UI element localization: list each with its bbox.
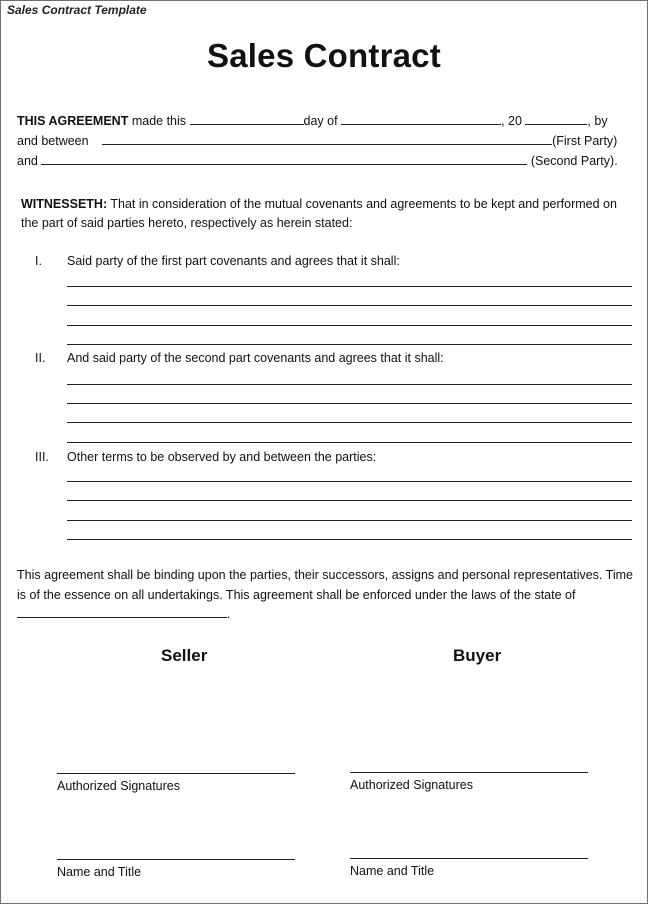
witnesseth-text: That in consideration of the mutual covenants and agreements to be kept and performed on the part of said parties hereto, respectively as herein stated: bbox=[21, 197, 617, 230]
section-1-line-1[interactable] bbox=[67, 286, 632, 287]
month-blank[interactable] bbox=[341, 113, 501, 125]
agreement-line-2 bbox=[17, 133, 629, 148]
section-2-text: And said party of the second part covenants and agrees that it shall: bbox=[67, 351, 444, 365]
made-this-text: made this bbox=[131, 114, 187, 128]
day-of-text: day of bbox=[303, 114, 338, 128]
seller-heading: Seller bbox=[161, 646, 208, 665]
page-title: Sales Contract bbox=[207, 37, 441, 74]
second-party-label: (Second Party). bbox=[530, 154, 618, 168]
and-text: and bbox=[17, 154, 38, 168]
buyer-authorized-label: Authorized Signatures bbox=[350, 778, 473, 792]
section-3-numeral: III. bbox=[35, 450, 49, 464]
section-3-line-2[interactable] bbox=[67, 500, 632, 501]
section-3-text: Other terms to be observed by and between the parties: bbox=[67, 450, 377, 464]
year-prefix-text: , 20 bbox=[501, 114, 522, 128]
seller-signature-line[interactable] bbox=[57, 773, 295, 774]
section-2-numeral: II. bbox=[35, 351, 46, 365]
template-label: Sales Contract Template bbox=[7, 3, 147, 17]
buyer-name-title-label: Name and Title bbox=[350, 864, 435, 878]
section-1-numeral: I. bbox=[35, 254, 42, 268]
section-2-line-4[interactable] bbox=[67, 442, 632, 443]
section-3-line-4[interactable] bbox=[67, 539, 632, 540]
seller-name-title-label: Name and Title bbox=[57, 865, 142, 879]
state-end: . bbox=[227, 607, 231, 621]
and-between-text: and between bbox=[17, 134, 89, 148]
section-1-text: Said party of the first part covenants and agrees that it shall: bbox=[67, 254, 400, 268]
date-day-blank[interactable] bbox=[190, 113, 304, 125]
year-blank[interactable] bbox=[525, 113, 587, 125]
agreement-line-3 bbox=[17, 153, 629, 168]
first-party-label: (First Party) bbox=[552, 134, 618, 148]
witnesseth-lead: WITNESSETH: bbox=[21, 197, 108, 211]
witnesseth-paragraph bbox=[21, 195, 619, 233]
seller-authorized-label: Authorized Signatures bbox=[57, 779, 180, 793]
buyer-heading: Buyer bbox=[453, 646, 502, 665]
agreement-lead: THIS AGREEMENT bbox=[17, 114, 129, 128]
state-blank[interactable] bbox=[17, 606, 227, 618]
by-text: , by bbox=[587, 114, 608, 128]
state-line bbox=[17, 606, 230, 621]
section-2-line-1[interactable] bbox=[67, 384, 632, 385]
section-1-line-3[interactable] bbox=[67, 325, 632, 326]
section-1-line-2[interactable] bbox=[67, 305, 632, 306]
second-party-blank[interactable] bbox=[41, 153, 527, 165]
seller-name-title-line[interactable] bbox=[57, 859, 295, 860]
buyer-name-title-line[interactable] bbox=[350, 858, 588, 859]
section-3-line-1[interactable] bbox=[67, 481, 632, 482]
section-2-line-2[interactable] bbox=[67, 403, 632, 404]
section-1-line-4[interactable] bbox=[67, 344, 632, 345]
first-party-blank[interactable] bbox=[102, 133, 552, 145]
section-3-line-3[interactable] bbox=[67, 520, 632, 521]
section-2-line-3[interactable] bbox=[67, 422, 632, 423]
closing-paragraph: This agreement shall be binding upon the parties, their successors, assigns and personal representatives. Time is of the essence on all undertakings. This agreement shall be enforced under the laws of the state of bbox=[17, 568, 633, 602]
buyer-signature-line[interactable] bbox=[350, 772, 588, 773]
agreement-line-1 bbox=[17, 113, 629, 128]
